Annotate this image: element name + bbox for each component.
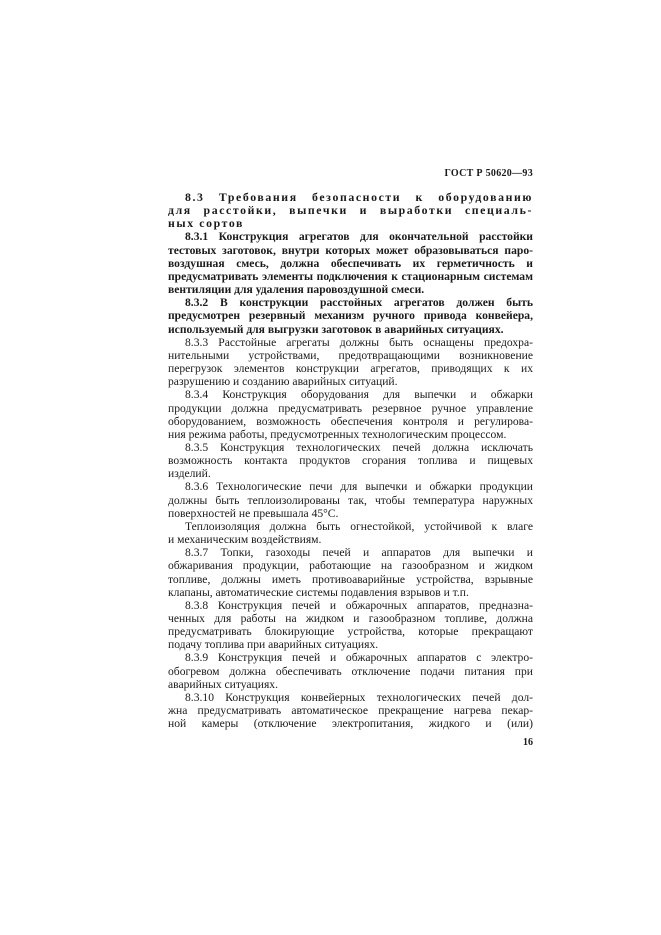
- text-line: 8.3.1 Конструкция агрегатов для окончательной расстойки: [185, 230, 533, 244]
- paragraph: [168, 480, 533, 519]
- text-line: ния режима работы, предусмотренных технологическим процессом.: [168, 427, 507, 441]
- text-line: продукции должна предусматривать резервное ручное управление: [168, 401, 533, 415]
- text-line: обжаривания продукции, работающие на газообразном и жидком: [168, 559, 533, 573]
- text-line: тестовых заготовок, внутри которых может образовываться паро-: [168, 243, 533, 257]
- paragraph: [168, 691, 533, 730]
- paragraph: [168, 520, 533, 546]
- text-line: 8.3.2 В конструкции расстойных агрегатов должен быть: [185, 296, 533, 310]
- page-number: 16: [523, 737, 533, 748]
- text-line: 8.3 Требования безопасности к оборудованию: [185, 191, 533, 204]
- section-title: [168, 191, 533, 230]
- text-line: оборудованием, возможность обеспечения контроля и регулирова-: [168, 414, 533, 428]
- text-line: ченных для работы на жидком и газообразном топливе, должна: [168, 612, 533, 625]
- paragraph: [168, 388, 533, 441]
- text-line: предусматривать блокирующие устройства, которые прекращают: [168, 625, 533, 639]
- text-line: 8.3.7 Топки, газоходы печей и аппаратов для выпечки и: [185, 546, 533, 560]
- text-line: 8.3.5 Конструкция технологических печей должна исключать: [185, 440, 533, 454]
- text-line: 8.3.9 Конструкция печей и обжарочных аппаратов с электро-: [185, 651, 533, 665]
- text-line: должны быть теплоизолированы так, чтобы температура наружных: [168, 493, 533, 507]
- text-line: разрушению и созданию аварийных ситуаций.: [168, 375, 398, 389]
- text-line: 8.3.6 Технологические печи для выпечки и обжарки продукции: [185, 480, 533, 494]
- text-line: аварийных ситуациях.: [168, 677, 278, 691]
- text-line: поверхностей не превышала 45°С.: [168, 506, 339, 520]
- paragraph: [168, 651, 533, 690]
- text-line: 8.3.4 Конструкция оборудования для выпечки и обжарки: [185, 388, 533, 402]
- text-line: используемый для выгрузки заготовок в аварийных ситуациях.: [168, 322, 504, 336]
- text-line: ных сортов: [168, 217, 245, 231]
- text-line: 8.3.10 Конструкция конвейерных технологических печей дол-: [185, 690, 533, 704]
- text-line: изделий.: [168, 467, 211, 481]
- text-line: клапаны, автоматические системы подавления взрывов и т.п.: [168, 585, 469, 599]
- paragraph: [168, 336, 533, 389]
- text-line: 8.3.3 Расстойные агрегаты должны быть оснащены предохра-: [185, 335, 533, 349]
- text-line: подачу топлива при аварийных ситуациях.: [168, 638, 379, 652]
- text-line: жна предусматривать автоматическое прекращение нагрева пекар-: [168, 704, 533, 718]
- text-line: перегрузок элементов конструкции агрегатов, приводящих к их: [168, 362, 533, 376]
- text-line: нительными устройствами, предотвращающими возникновение: [168, 348, 533, 362]
- text-line: Теплоизоляция должна быть огнестойкой, устойчивой к влаге: [185, 519, 533, 533]
- text-line: вентиляции для удаления паровоздушной смеси.: [168, 283, 425, 297]
- text-line: возможность контакта продуктов сгорания топлива и пищевых: [168, 454, 533, 468]
- text-line: топливе, должны иметь противоаварийные устройства, взрывные: [168, 572, 533, 586]
- paragraph: [168, 546, 533, 599]
- paragraph: [168, 296, 533, 335]
- paragraph: [168, 441, 533, 480]
- text-line: для расстойки, выпечки и выработки специаль-: [168, 204, 533, 218]
- text-line: ной камеры (отключение электропитания, жидкого и (или): [168, 717, 533, 731]
- text-line: 8.3.8 Конструкция печей и обжарочных аппаратов, предназна-: [185, 598, 533, 612]
- document-header: ГОСТ Р 50620—93: [444, 168, 533, 179]
- text-line: воздушная смесь, должна обеспечивать их герметичность и: [168, 256, 533, 270]
- document-body: [168, 191, 533, 730]
- text-line: обогревом должна обеспечивать отключение подачи питания при: [168, 664, 533, 678]
- paragraph: [168, 599, 533, 652]
- text-line: предусматривать элементы подключения к стационарным системам: [168, 269, 533, 283]
- text-line: предусмотрен резервный механизм ручного привода конвейера,: [168, 309, 533, 323]
- text-line: и механическим воздействиям.: [168, 533, 322, 547]
- paragraph: [168, 230, 533, 296]
